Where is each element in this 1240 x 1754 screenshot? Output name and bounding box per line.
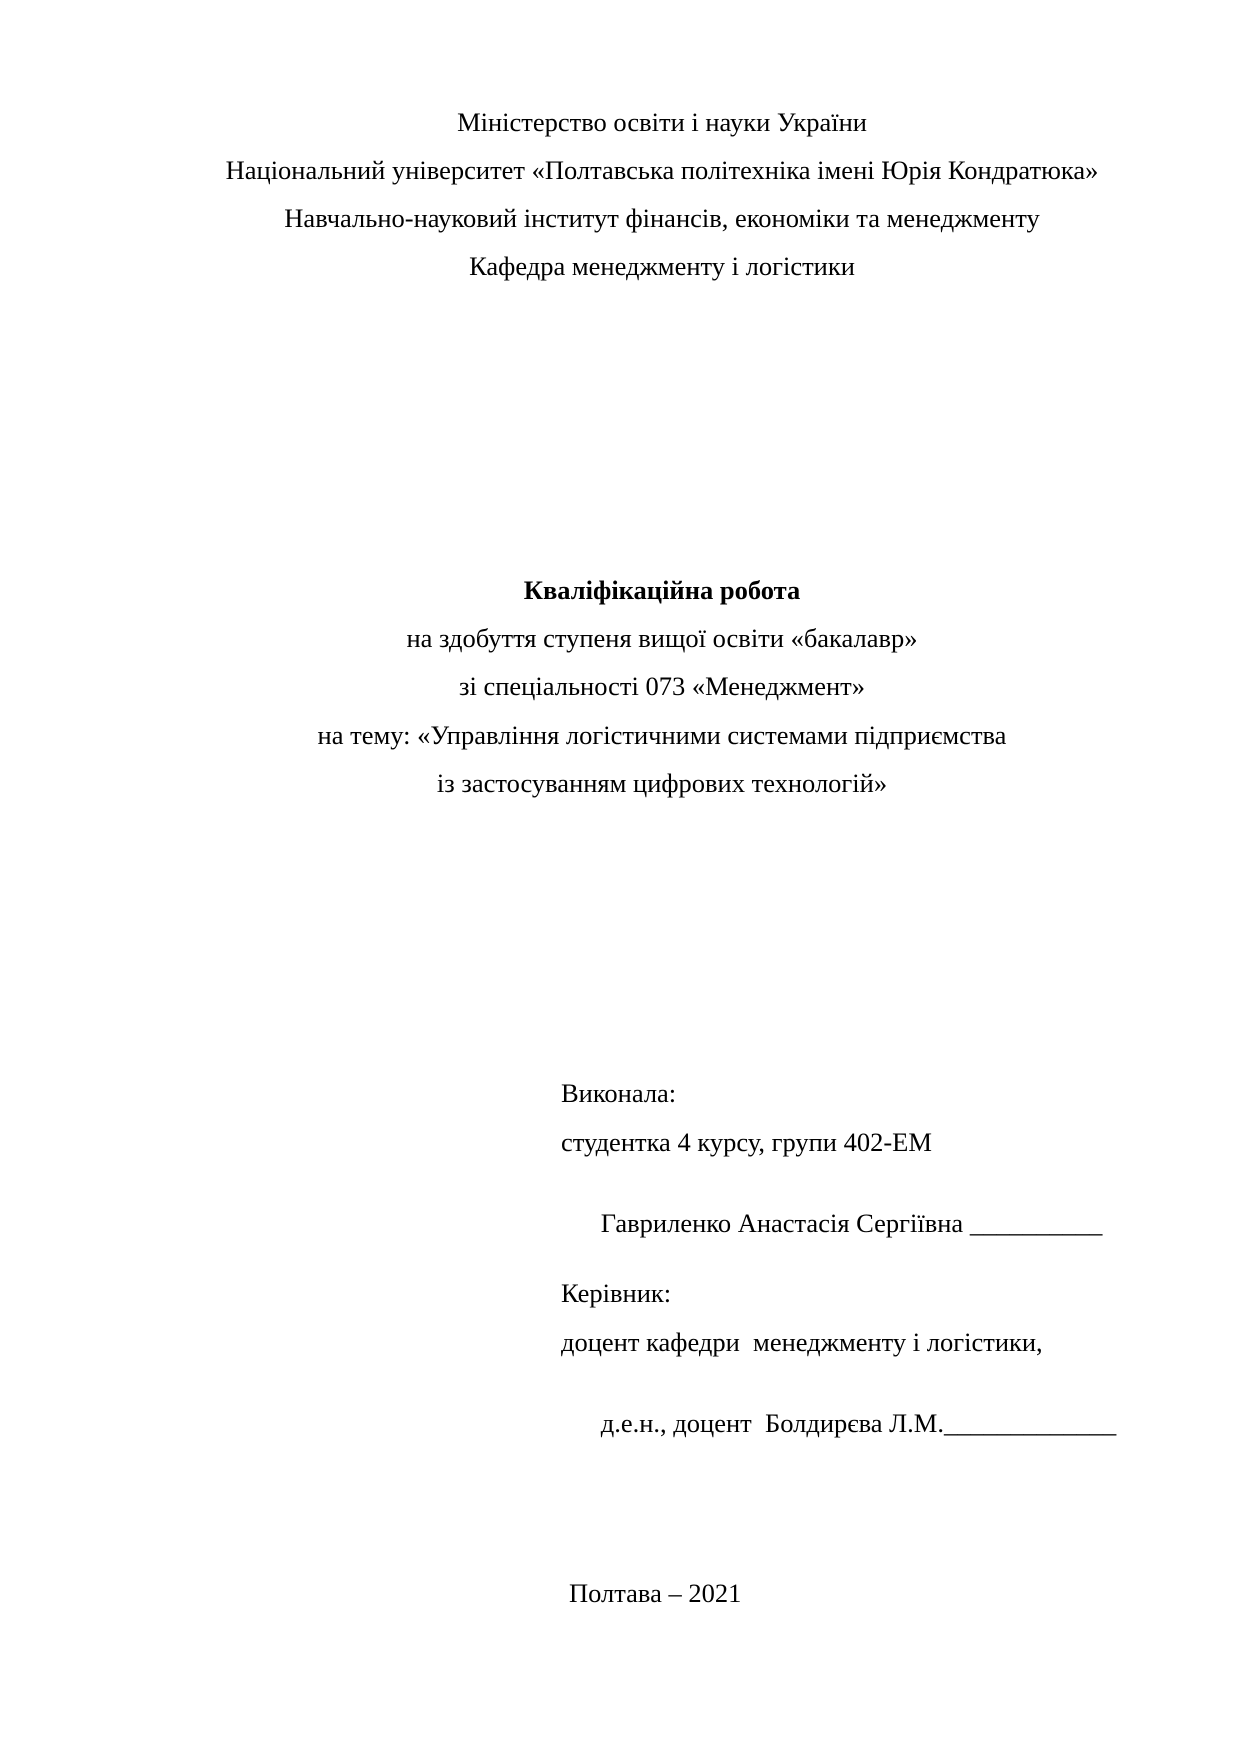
performer-name: Гавриленко Анастасія Сергіївна [600, 1208, 964, 1238]
university-line: Національний університет «Полтавська політехніка імені Юрія Кондратюка» [225, 155, 1099, 185]
document-title: Кваліфікаційна робота [523, 575, 801, 605]
performer-position: студентка 4 курсу, групи 402-ЕМ [561, 1127, 932, 1157]
performer-name-row [561, 1175, 1103, 1238]
ministry-line: Міністерство освіти і науки України [457, 107, 867, 137]
institute-line: Навчально-науковий інститут фінансів, економіки та менеджменту [284, 203, 1040, 233]
supervisor-signature-blank: _____________ [943, 1408, 1117, 1438]
topic-line-2: із застосуванням цифрових технологій» [436, 768, 888, 798]
degree-line: на здобуття ступеня вищої освіти «бакалавр» [406, 623, 918, 653]
specialty-line: зі спеціальності 073 «Менеджмент» [459, 671, 865, 701]
city-year: Полтава – 2021 [569, 1578, 742, 1608]
performer-signature-blank: __________ [969, 1208, 1103, 1238]
supervisor-position: доцент кафедри менеджменту і логістики, [561, 1327, 1043, 1357]
supervisor-name: д.е.н., доцент Болдирєва Л.М. [600, 1408, 944, 1438]
performer-label: Виконала: [561, 1078, 677, 1108]
topic-line-1: на тему: «Управління логістичними системами підприємства [317, 720, 1007, 750]
department-line: Кафедра менеджменту і логістики [469, 251, 855, 281]
supervisor-name-row [561, 1375, 1117, 1438]
supervisor-label: Керівник: [561, 1278, 672, 1308]
